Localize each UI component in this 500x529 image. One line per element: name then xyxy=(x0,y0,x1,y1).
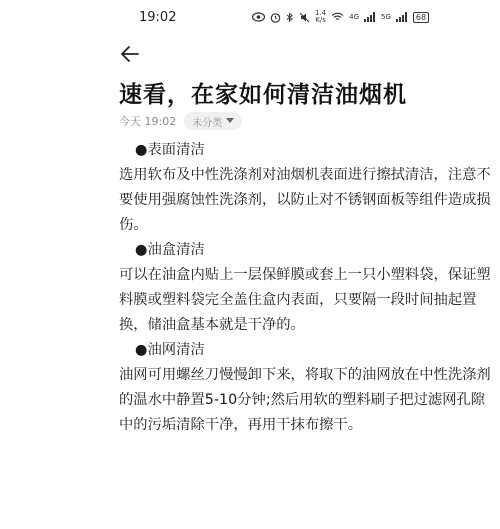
caret-down-icon xyxy=(226,118,234,124)
section-body-surface: 选用软布及中性洗涤剂对油烟机表面进行擦拭清洁，注意不要使用强腐蚀性洗涤剂，以防止对不锈钢面板等组件造成损伤。 xyxy=(119,167,491,233)
net-speed xyxy=(315,10,326,24)
status-time: 19:02 xyxy=(139,10,177,25)
signal-bars-icon xyxy=(396,12,408,22)
section-heading-surface: ●表面清洁 xyxy=(135,142,205,158)
net-speed-unit: K/s xyxy=(315,16,326,24)
back-button[interactable] xyxy=(118,42,142,66)
category-dropdown[interactable] xyxy=(184,112,242,130)
section-heading-oil-net: ●油网清洁 xyxy=(135,342,205,358)
section-body-oil-box: 可以在油盒内贴上一层保鲜膜或套上一只小塑料袋，保证塑料膜或塑料袋完全盖住盒内表面，只要隔一段时间抽起置换，储油盒基本就是干净的。 xyxy=(119,267,491,333)
eye-icon xyxy=(252,12,265,22)
net-speed-value: 1.4 xyxy=(315,9,327,17)
section-body-oil-net: 油网可用螺丝刀慢慢卸下来，将取下的油网放在中性洗涤剂的温水中静置5-10分钟;然后用软的塑料刷子把过滤网孔隙中的污垢清除干净，再用干抹布擦干。 xyxy=(119,367,491,433)
category-label: 未分类 xyxy=(192,117,223,129)
status-icons xyxy=(252,9,429,25)
alarm-icon xyxy=(270,12,281,23)
signal-bars-icon xyxy=(364,12,376,22)
bluetooth-icon xyxy=(286,12,294,23)
signal-label-1: 4G xyxy=(349,13,360,21)
arrow-left-icon xyxy=(118,42,142,66)
battery-level: 68 xyxy=(413,12,429,23)
wifi-icon xyxy=(331,12,344,22)
article-content xyxy=(119,138,491,438)
article-meta xyxy=(119,111,242,131)
article-title: 速看，在家如何清洁油烟机 xyxy=(119,82,407,108)
section-heading-oil-box: ●油盒清洁 xyxy=(135,242,205,258)
mute-icon xyxy=(299,12,310,23)
signal-label-2: 5G xyxy=(381,13,391,21)
article-date: 今天 19:02 xyxy=(119,115,177,128)
status-bar xyxy=(0,0,500,36)
